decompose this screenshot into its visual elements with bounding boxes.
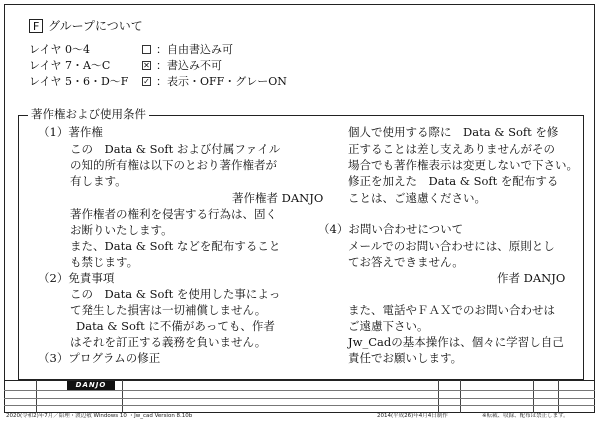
left-text-line: Data & Soft に不備があっても、作者 [76, 319, 275, 333]
left-text-line: 有します。 [70, 174, 127, 188]
right-text-line: また、電話やＦＡＸでのお問い合わせは [348, 303, 555, 317]
right-text-line: メールでのお問い合わせには、原則とし [348, 239, 555, 253]
right-text-line: ご遠慮下さい。 [348, 319, 429, 333]
left-text-line: お断りいたします。 [70, 223, 173, 237]
right-text-line: 場合でも著作権表示は変更しないで下さい。 [348, 158, 578, 172]
danjo-logo: DANJO [67, 381, 115, 390]
left-heading-disclaimer: （2）免責事項 [38, 271, 115, 285]
right-text-line: てお答えできません。 [348, 255, 464, 269]
title-block-divider [533, 380, 534, 413]
left-heading-program: （3）プログラムの修正 [38, 351, 161, 365]
right-text-line: Jw_Cadの基本操作は、個々に学習し自己 [348, 335, 564, 349]
left-heading-copyright: （1）著作権 [38, 125, 103, 139]
right-text-line: 責任でお願いします。 [348, 351, 463, 365]
title-block-divider [36, 380, 37, 413]
left-text-line: また、Data & Soft などを配布すること [70, 239, 281, 253]
layer-desc-1: ：自由書込み可 [156, 43, 233, 56]
title-block-row-line [4, 390, 595, 391]
left-text-line: はそれを訂正する義務を負いません。 [70, 335, 267, 349]
check-checkbox-icon: ✓ [143, 77, 150, 86]
footer-date: 2014(平成26)年4月4日制作 [377, 413, 448, 419]
layer-label-3: レイヤ 5・6・D～F [29, 75, 129, 88]
left-text-line: の知的所有権は以下のとおり著作権者が [70, 158, 277, 172]
left-text-line: 著作権者の権利を侵害する行為は、固く [70, 207, 277, 221]
layer-desc-3: ：表示・OFF・グレーON [156, 75, 287, 88]
section-title: グループについて [48, 19, 143, 33]
left-text-line: この Data & Soft および付属ファイル [70, 142, 281, 156]
right-author-signature: 作者 DANJO [497, 271, 566, 285]
right-text-line: 正することは差し支えありませんがその [348, 142, 555, 156]
conditions-title: 著作権および使用条件 [28, 109, 149, 121]
left-text-line: て発生した損害は一切補償しません。 [70, 303, 267, 317]
title-block-divider [460, 380, 461, 413]
layer-label-2: レイヤ 7・A～C [29, 59, 111, 72]
layer-desc-2: ：書込み不可 [156, 59, 222, 72]
left-author-signature: 著作権者 DANJO [232, 191, 324, 205]
title-block-divider [558, 380, 559, 413]
footer-version-info: 2020(令和2)年7月／紹理・渡辺敬 Windows 10 ・Jw_cad Version 8.10b [6, 413, 193, 419]
right-text-line: ことは、ご遠慮ください。 [348, 191, 486, 205]
right-text-line: 修正を加えた Data & Soft を配布する [348, 174, 559, 188]
right-text-line: 個人で使用する際に Data & Soft を修 [348, 125, 559, 139]
footer-notice: ※転載、収録、配布は禁止します。 [482, 413, 569, 419]
title-block-row-line [4, 405, 595, 406]
left-text-line: この Data & Soft を使用した事によっ [70, 287, 281, 301]
title-block-row-line [4, 398, 595, 399]
title-block-divider [122, 380, 123, 413]
layer-label-1: レイヤ 0～4 [29, 43, 90, 56]
section-letter-box: F [29, 19, 43, 33]
cross-checkbox-icon: ✕ [143, 61, 150, 70]
right-heading-inquiry: （4）お問い合わせについて [318, 222, 464, 236]
empty-checkbox-icon [142, 45, 151, 54]
left-text-line: も禁じます。 [70, 255, 139, 269]
title-block-divider [438, 380, 439, 413]
